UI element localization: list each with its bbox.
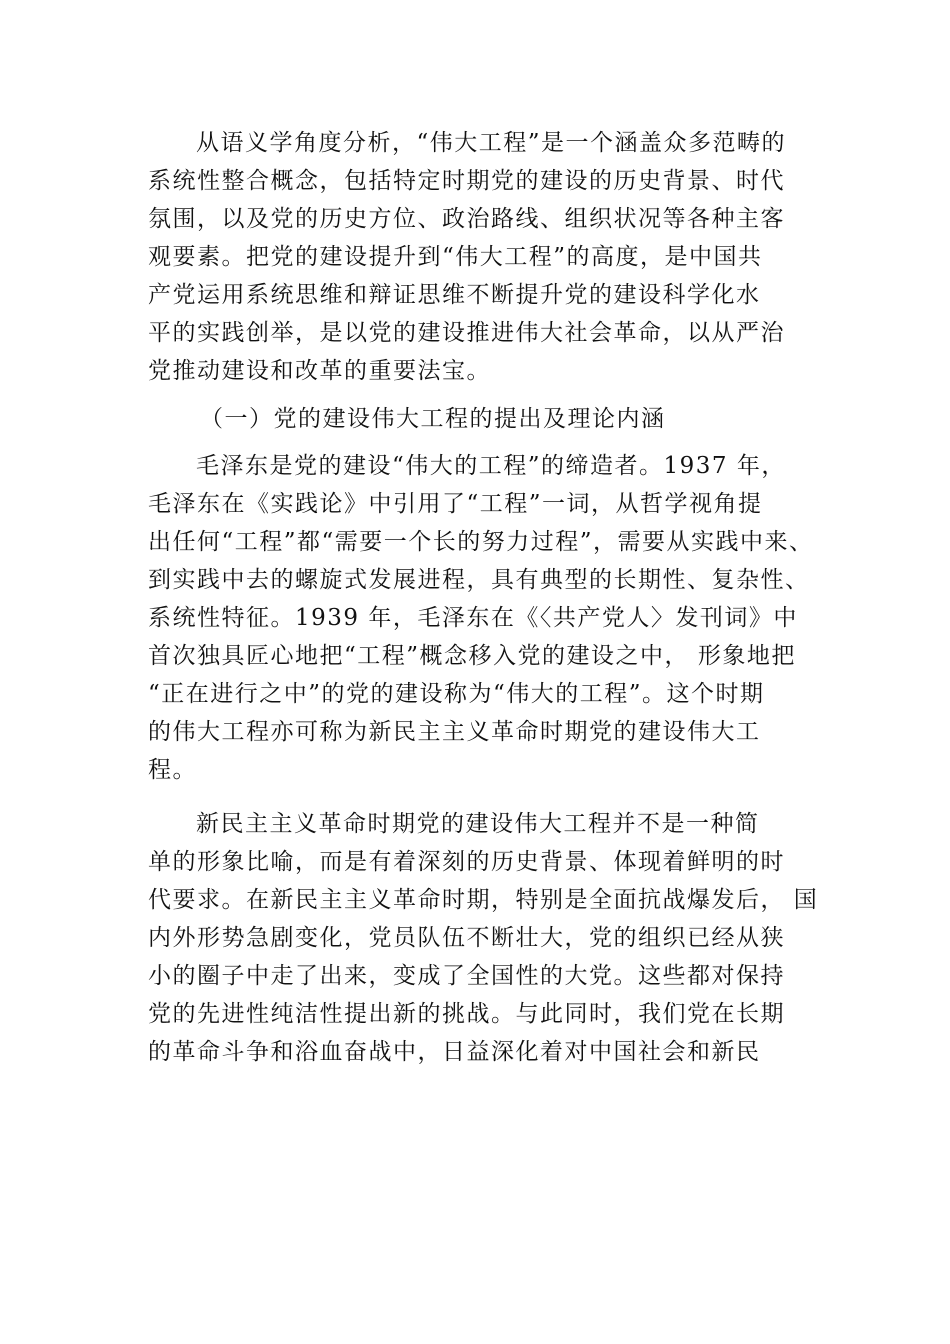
paragraph-line: 程。 (148, 757, 197, 783)
paragraph-2 (148, 447, 814, 789)
paragraph-line: 平的实践创举，是以党的建设推进伟大社会革命，以从严治 (148, 320, 785, 346)
paragraph-line: 内外形势急剧变化，党员队伍不断壮大，党的组织已经从狭 (148, 925, 785, 951)
paragraph-line: 出任何“工程”都“需要一个长的努力过程”，需要从实践中来、 (148, 529, 814, 555)
paragraph-line: 新民主主义革命时期党的建设伟大工程并不是一种简 (196, 811, 760, 837)
paragraph-line: 毛泽东在《实践论》中引用了“工程”一词，从哲学视角提 (148, 491, 763, 517)
paragraph-line: “正在进行之中”的党的建设称为“伟大的工程”。这个时期 (148, 681, 765, 707)
paragraph-line: 的革命斗争和浴血奋战中，日益深化着对中国社会和新民 (148, 1039, 761, 1065)
paragraph-line: 党推动建设和改革的重要法宝。 (148, 358, 491, 384)
paragraph-line: 毛泽东是党的建设“伟大的工程”的缔造者。1937 年， (196, 453, 786, 479)
paragraph-line: 小的圈子中走了出来，变成了全国性的大党。这些都对保持 (148, 963, 785, 989)
paragraph-line: 党的先进性纯洁性提出新的挑战。与此同时，我们党在长期 (148, 1001, 785, 1027)
paragraph-line: 系统性特征。1939 年，毛泽东在《〈共产党人〉发刊词》中 (148, 605, 798, 631)
paragraph-line: 从语义学角度分析，“伟大工程”是一个涵盖众多范畴的 (196, 130, 787, 156)
section-heading: （一）党的建设伟大工程的提出及理论内涵 (200, 406, 666, 432)
paragraph-line: 的伟大工程亦可称为新民主主义革命时期党的建设伟大工 (148, 719, 761, 745)
paragraph-line: 氛围，以及党的历史方位、政治路线、组织状况等各种主客 (148, 206, 785, 232)
paragraph-line: 系统性整合概念，包括特定时期党的建设的历史背景、时代 (148, 168, 785, 194)
paragraph-line: 首次独具匠心地把“工程”概念移入党的建设之中， 形象地把 (148, 643, 796, 669)
paragraph-line: 产党运用系统思维和辩证思维不断提升党的建设科学化水 (148, 282, 761, 308)
paragraph-1 (148, 124, 808, 390)
paragraph-3 (148, 805, 819, 1071)
paragraph-line: 到实践中去的螺旋式发展进程，具有典型的长期性、复杂性、 (148, 567, 810, 593)
paragraph-line: 单的形象比喻，而是有着深刻的历史背景、体现着鲜明的时 (148, 849, 785, 875)
paragraph-line: 代要求。在新民主主义革命时期，特别是全面抗战爆发后， 国 (148, 887, 819, 913)
paragraph-line: 观要素。把党的建设提升到“伟大工程”的高度，是中国共 (148, 244, 763, 270)
